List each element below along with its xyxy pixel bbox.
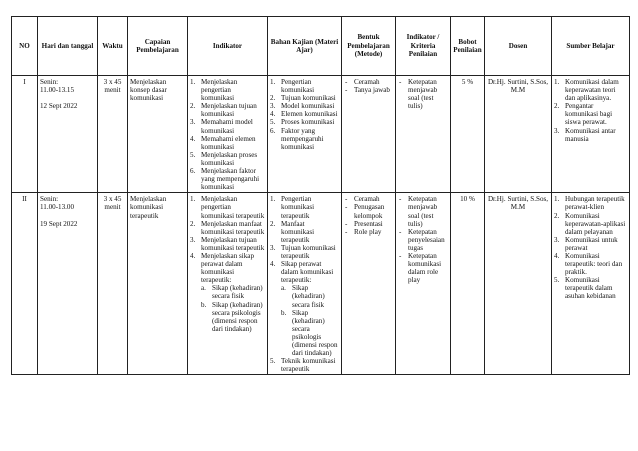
row-waktu: 3 x 45 menit	[98, 193, 128, 375]
list-item: 1. Hubungan terapeutik perawat-klien	[554, 195, 625, 212]
row-no: I	[12, 76, 38, 193]
list-item: - Ketepatan menjawab soal (test tulis)	[399, 195, 438, 228]
header-indikator: Indikator	[188, 17, 268, 76]
header-dosen: Dosen	[485, 17, 552, 76]
row-date: 19 Sept 2022	[40, 219, 78, 228]
row-bahan	[268, 193, 342, 375]
row-bobot: 5 %	[451, 76, 485, 193]
list-item: 3. Komunikasi antar manusia	[554, 126, 616, 143]
row-waktu: 3 x 45 menit	[98, 76, 128, 193]
list-item: 4. Elemen komunikasi	[270, 110, 338, 119]
list-item: 5. Teknik komunikasi terapeutik	[270, 357, 336, 374]
list-item: 4. Memahami elemen komunikasi	[190, 134, 256, 151]
row-bahan	[268, 76, 342, 193]
header-waktu: Waktu	[98, 17, 128, 76]
list-item: b. Sikap (kehadiran) secara psikologis (dimensi respon dari tindakan)	[281, 308, 338, 358]
row-metode	[342, 193, 396, 375]
row-indikator	[188, 76, 268, 193]
list-item: - Tanya jawab	[345, 86, 390, 95]
list-item: 5. Komunikasi terapeutik dalam asuhan kebidanan	[554, 276, 616, 301]
header-row	[12, 17, 630, 76]
list-item: - Presentasi	[345, 219, 383, 228]
list-item: b. Sikap (kehadiran) secara psikologis (dimensi respon dari tindakan)	[201, 300, 263, 333]
row-kriteria	[396, 193, 451, 375]
list-item: 1. Komunikasi dalam keperawatan teori dan aplikasinya.	[554, 78, 619, 103]
list-item: 2. Tujuan komunikasi	[270, 94, 336, 103]
header-metode: Bentuk Pembelajaran (Metode)	[342, 17, 396, 76]
row-date-cell	[38, 193, 98, 375]
row-sumber	[552, 76, 630, 193]
header-no: NO	[12, 17, 38, 76]
list-item: - Ceramah	[345, 195, 380, 204]
list-item: 3. Komunikasi untuk perawat	[554, 235, 618, 252]
list-item: - Ketepatan komunikasi dalam role play	[399, 251, 442, 285]
row-day: Senin:	[40, 78, 59, 86]
row-bobot: 10 %	[451, 193, 485, 375]
lesson-plan-table	[11, 16, 630, 375]
list-item: 6. Faktor yang mempengaruhi komunikasi	[270, 126, 324, 151]
row-date: 12 Sept 2022	[40, 102, 78, 111]
list-item: - Ketepatan menjawab soal (test tulis)	[399, 78, 438, 111]
table-row	[12, 193, 630, 375]
list-item: 4. Menjelaskan sikap perawat dalam komunikasi terapeutik: a. Sikap (kehadiran) secara fisik b. Sikap (kehadiran) secara psikologis (dimensi respon dari tindakan)	[190, 252, 265, 333]
list-item: 1. Menjelaskan pengertian komunikasi	[190, 78, 238, 103]
list-item: 4. Sikap perawat dalam komunikasi terapeutik: a. Sikap (kehadiran) secara fisik b. Sikap (kehadiran) secara psikologis (dimensi respon dari tindakan)	[270, 260, 338, 358]
header-kriteria: Indikator / Kriteria Penilaian	[396, 17, 451, 76]
list-item: 2. Menjelaskan tujuan komunikasi	[190, 102, 257, 119]
list-item: 2. Komunikasi keperawatan-aplikasi dalam pelayanan	[554, 211, 626, 236]
list-item: 1. Pengertian komunikasi terapeutik	[270, 195, 315, 220]
row-day: Senin:	[40, 195, 59, 204]
list-item: 6. Menjelaskan faktor yang mempengaruhi komunikasi	[190, 167, 260, 192]
row-dosen: Dr.Hj. Surtini, S.Sos, M.M	[485, 76, 552, 193]
list-item: 4. Komunikasi terapeutik: teori dan praktik.	[554, 251, 623, 277]
row-date-cell	[38, 76, 98, 193]
row-kriteria	[396, 76, 451, 193]
list-item: - Ketepatan penyelesaian tugas	[399, 227, 445, 252]
list-item: 2. Menjelaskan manfaat komunikasi terapeutik	[190, 219, 265, 236]
list-item: 1. Menjelaskan pengertian komunikasi terapeutik	[190, 195, 265, 220]
list-item: a. Sikap (kehadiran) secara fisik	[201, 284, 263, 301]
list-item: 1. Pengertian komunikasi	[270, 78, 315, 95]
row-capaian: Menjelaskan komunikasi terapeutik	[128, 193, 188, 375]
list-item: 3. Memahami model komunikasi	[190, 118, 253, 135]
header-sumber: Sumber Belajar	[552, 17, 630, 76]
row-dosen: Dr.Hj. Surtini, S.Sos, M.M	[485, 193, 552, 375]
row-no: II	[12, 193, 38, 375]
header-bobot: Bobot Penilaian	[451, 17, 485, 76]
table-row	[12, 76, 630, 193]
list-item: - Penugasan kelompok	[345, 203, 385, 220]
header-capaian: Capaian Pembelajaran	[128, 17, 188, 76]
row-time-range: 11.00-13.00	[40, 203, 75, 212]
list-item: 5. Menjelaskan proses komunikasi	[190, 150, 258, 167]
row-sumber	[552, 193, 630, 375]
list-item: 2. Pengantar komunikasi bagi siswa perawat.	[554, 102, 613, 127]
list-item: 3. Tujuan komunikasi terapeutik	[270, 243, 336, 260]
list-item: 3. Menjelaskan tujuan komunikasi terapeutik	[190, 235, 265, 252]
list-item: 3. Model komunikasi	[270, 102, 335, 111]
row-metode	[342, 76, 396, 193]
list-item: - Role play	[345, 227, 382, 236]
row-indikator	[188, 193, 268, 375]
row-capaian: Menjelaskan konsep dasar komunikasi	[128, 76, 188, 193]
list-item: a. Sikap (kehadiran) secara fisik	[281, 284, 325, 309]
row-time-range: 11.00-13.15	[40, 86, 75, 95]
list-item: - Ceramah	[345, 78, 380, 86]
header-bahan-kajian: Bahan Kajian (Materi Ajar)	[268, 17, 342, 76]
header-hari-tanggal: Hari dan tanggal	[38, 17, 98, 76]
list-item: 2. Manfaat komunikasi terapeutik	[270, 219, 315, 244]
list-item: 5. Proses komunikasi	[270, 118, 335, 127]
